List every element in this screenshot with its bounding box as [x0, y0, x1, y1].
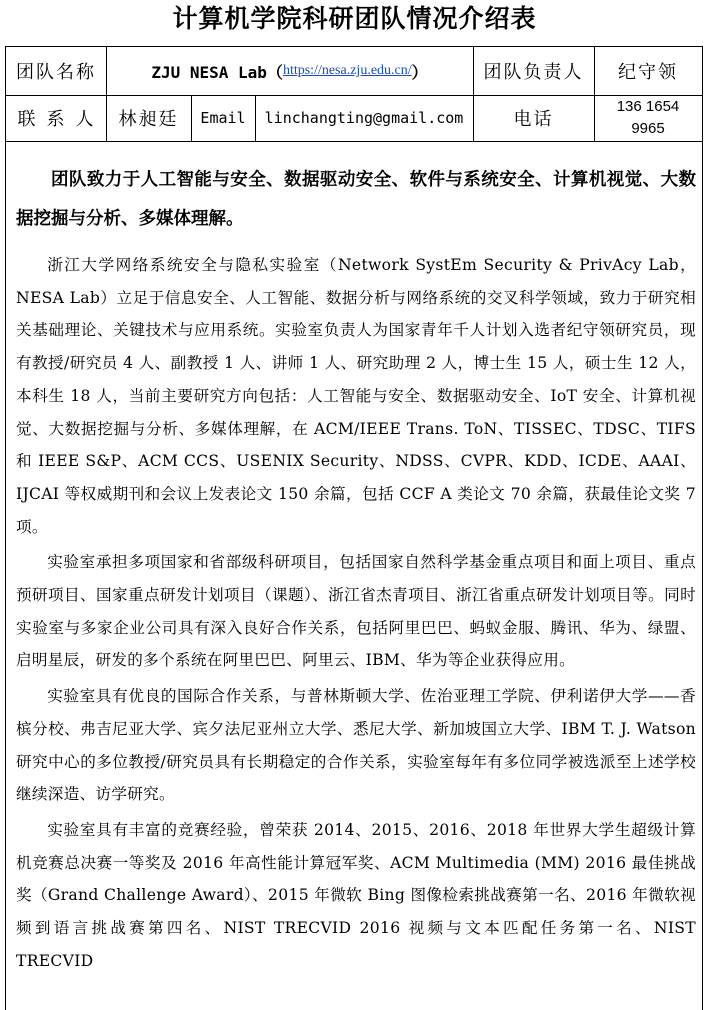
paragraph-projects: 实验室承担多项国家和省部级科研项目，包括国家自然科学基金重点项目和面上项目、重点预研项目、国家重点研发计划项目（课题）、浙江省杰青项目、浙江省重点研发计划项目等。同时实验室与多家企业公司具有深入良好合作关系，包括阿里巴巴、蚂蚁金服、腾讯、华为、绿盟、启明星辰，研发的多个系统在阿里巴巴、阿里云、IBM、华为等企业获得应用。 — [16, 553, 696, 670]
team-name-cell — [106, 47, 473, 95]
email-label: Email — [200, 109, 246, 127]
research-focus-summary: 团队致力于人工智能与安全、数据驱动安全、软件与系统安全、计算机视觉、大数据挖掘与分析、多媒体理解。 — [16, 170, 696, 229]
phone-label: 电话 — [513, 109, 554, 130]
contact-name: 林昶廷 — [118, 109, 179, 130]
table-row-divider — [6, 141, 702, 142]
contact-label: 联系人 — [17, 109, 105, 130]
leader-label: 团队负责人 — [483, 62, 584, 83]
team-description — [16, 161, 696, 980]
phone-value: 136 1654 9965 — [616, 98, 680, 137]
team-name-suffix: ） — [411, 62, 428, 82]
paragraph-lab-intro: 浙江大学网络系统安全与隐私实验室（Network SystEm Security & PrivAcy Lab，NESA Lab）立足于信息安全、人工智能、数据分析与网络系统的交叉科学领域，致力于研究相关基础理论、关键技术与应用系统。实验室负责人为国家青年千人计划入选者纪守领研究员，现有教授/研究员 4 人、副教授 1 人、讲师 1 人、研究助理 2 人，博士生 15 人，硕士生 12 人，本科生 18 人，当前主要研究方向包括：人工智能与安全、数据驱动安全、IoT 安全、计算机视觉、大数据挖掘与分析、多媒体理解，在 ACM/IEEE Trans. ToN、TISSEC、TDSC、TIFS 和 IEEE S&P、ACM CCS、USENIX Security、NDSS、CVPR、KDD、ICDE、AAAI、IJCAI 等权威期刊和会议上发表论文 150 余篇，包括 CCF A 类论文 70 余篇，获最佳论文奖 7 项。 — [16, 256, 696, 536]
team-website-link[interactable]: https://nesa.zju.edu.cn/ — [282, 63, 412, 78]
team-name-label: 团队名称 — [16, 62, 96, 83]
paragraph-competitions: 实验室具有丰富的竞赛经验，曾荣获 2014、2015、2016、2018 年世界大学生超级计算机竞赛总决赛一等奖及 2016 年高性能计算冠军奖、ACM Multimedia (MM) 2016 最佳挑战奖（Grand Challenge Award）、2015 年微软 Bing 图像检索挑战赛第一名、2016 年微软视频到语言挑战赛第四名、NIST TRECVID 2016 视频与文本匹配任务第一名、NIST TRECVID — [16, 820, 696, 970]
team-name: ZJU NESA Lab（ — [151, 62, 283, 82]
page-title: 计算机学院科研团队情况介绍表 — [172, 4, 537, 33]
leader-name: 纪守领 — [618, 62, 678, 83]
email-value[interactable]: linchangting@gmail.com — [264, 109, 464, 127]
paragraph-international-cooperation: 实验室具有优良的国际合作关系，与普林斯顿大学、佐治亚理工学院、伊利诺伊大学——香槟分校、弗吉尼亚大学、宾夕法尼亚州立大学、悉尼大学、新加坡国立大学、IBM T. J. Watson 研究中心的多位教授/研究员具有长期稳定的合作关系，实验室每年有多位同学被选派至上述学校继续深造、访学研究。 — [16, 687, 696, 804]
phone-cell — [594, 95, 702, 141]
